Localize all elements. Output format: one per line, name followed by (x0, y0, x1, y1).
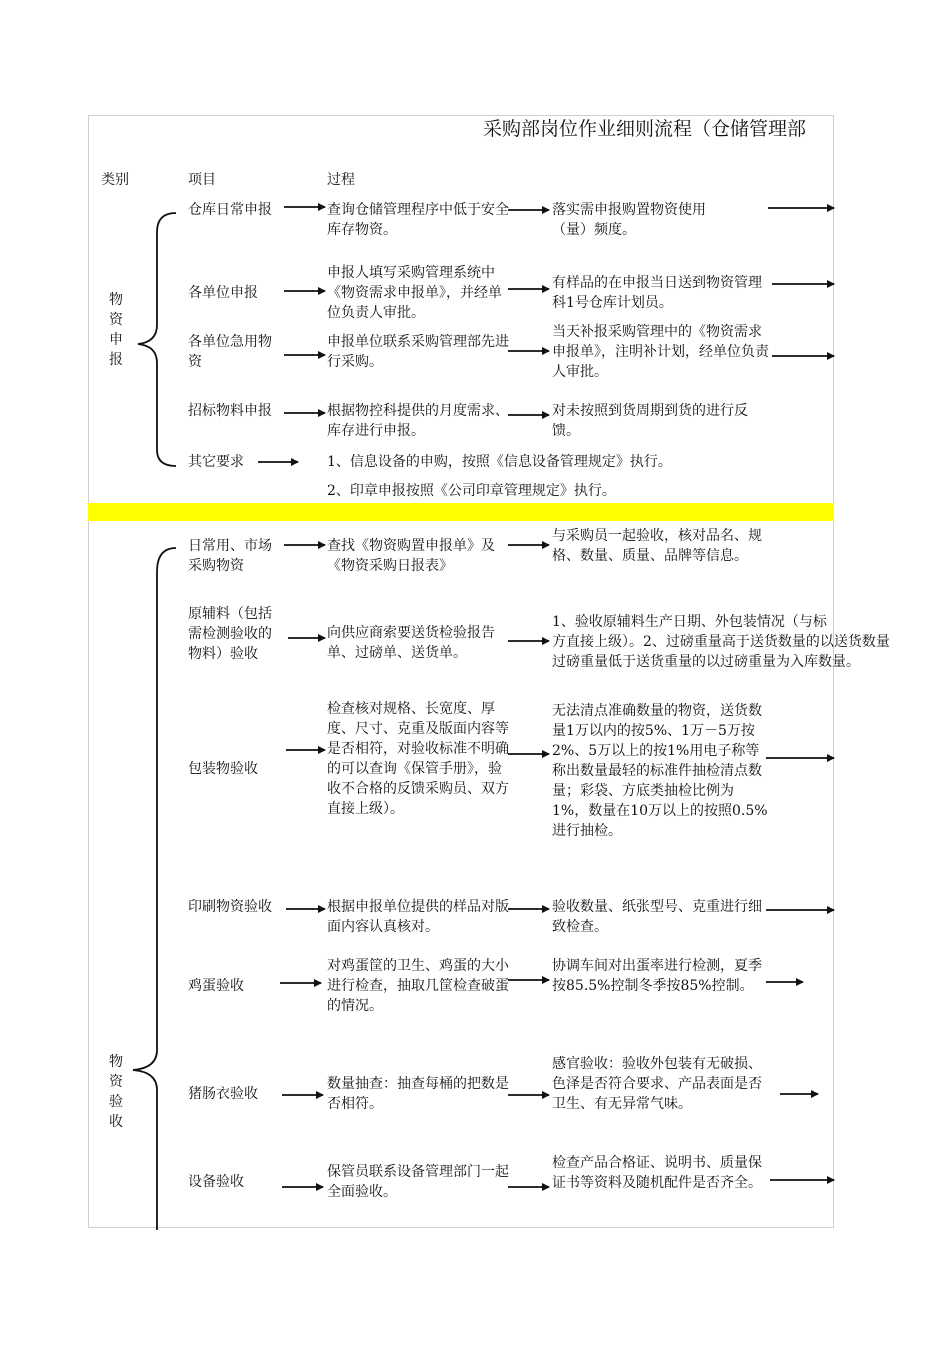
header-category: 类别 (101, 172, 129, 188)
item-printed-materials: 印刷物资验收 (188, 899, 272, 915)
item-daily-market: 日常用、市场采购物资 (188, 538, 272, 574)
step1-urgent-materials: 申报单位联系采购管理部先进行采购。 (327, 334, 509, 370)
note-it-equipment: 1、信息设备的申购，按照《信息设备管理规定》执行。 (327, 454, 672, 470)
item-casings: 猪肠衣验收 (188, 1086, 258, 1102)
step1-raw-materials: 向供应商索要送货检验报告单、过磅单、送货单。 (327, 625, 495, 661)
step2-unit-declaration: 有样品的在申报当日送到物资管理科1号仓库计划员。 (552, 275, 762, 311)
item-tender-materials: 招标物料申报 (188, 403, 272, 419)
item-other-requirements: 其它要求 (188, 454, 244, 470)
category-material-declaration: 物资申报 (109, 292, 123, 368)
step1-warehouse-daily: 查询仓储管理程序中低于安全库存物资。 (327, 202, 509, 238)
page-title: 采购部岗位作业细则流程（仓储管理部 (483, 118, 807, 140)
bracket-section1 (138, 213, 176, 466)
item-unit-declaration: 各单位申报 (188, 285, 258, 301)
header-process: 过程 (327, 172, 355, 188)
step2-urgent-materials: 当天补报采购管理中的《物资需求申报单》，注明补计划，经单位负责人审批。 (552, 324, 769, 380)
category-material-inspection: 物资验收 (109, 1054, 123, 1130)
step2-printed-materials: 验收数量、纸张型号、克重进行细致检查。 (552, 899, 762, 935)
step1-casings: 数量抽查：抽查每桶的把数是否相符。 (327, 1076, 509, 1112)
step1-tender-materials: 根据物控科提供的月度需求、库存进行申报。 (327, 403, 509, 439)
step1-eggs: 对鸡蛋筐的卫生、鸡蛋的大小进行检查，抽取几筐检查破蛋的情况。 (327, 958, 509, 1014)
step2-eggs: 协调车间对出蛋率进行检测，夏季按85.5%控制冬季按85%控制。 (552, 958, 762, 994)
item-packaging: 包装物验收 (188, 761, 258, 777)
step1-printed-materials: 根据申报单位提供的样品对版面内容认真核对。 (327, 899, 509, 935)
item-warehouse-daily: 仓库日常申报 (188, 202, 272, 218)
step2-equipment: 检查产品合格证、说明书、质量保证书等资料及随机配件是否齐全。 (552, 1155, 762, 1191)
step1-equipment: 保管员联系设备管理部门一起全面验收。 (327, 1164, 509, 1200)
step2-warehouse-daily: 落实需申报购置物资使用（量）频度。 (552, 202, 706, 238)
item-raw-materials: 原辅料（包括需检测验收的物料）验收 (188, 606, 272, 662)
step1-packaging: 检查核对规格、长宽度、厚度、尺寸、克重及版面内容等是否相符，对验收标准不明确的可以查询《保管手册》，验收不合格的反馈采购员、双方直接上级）。 (327, 701, 509, 817)
step2-packaging: 无法清点准确数量的物资，送货数量1万以内的按5%、1万－5万按2%、5万以上的按1%用电子称等称出数量最轻的标准件抽检清点数量；彩袋、方底类抽检比例为1%，数量在10万以上的按照0.5%进行抽检。 (552, 703, 768, 839)
header-item: 项目 (188, 172, 216, 188)
item-equipment: 设备验收 (188, 1174, 244, 1190)
step2-raw-materials-line2: 方直接上级）。2、过磅重量高于送货数量的以送货数量 (552, 634, 890, 650)
item-urgent-materials: 各单位急用物资 (188, 334, 272, 370)
step2-daily-market: 与采购员一起验收，核对品名、规格、数量、质量、品牌等信息。 (552, 528, 762, 564)
step2-tender-materials: 对未按照到货周期到货的进行反馈。 (552, 403, 748, 439)
step2-casings: 感官验收：验收外包装有无破损、色泽是否符合要求、产品表面是否卫生、有无异常气味。 (552, 1056, 762, 1112)
step2-raw-materials-line3: 过磅重量低于送货重量的以过磅重量为入库数量。 (552, 654, 860, 670)
note-seal-declaration: 2、印章申报按照《公司印章管理规定》执行。 (327, 483, 616, 499)
step2-raw-materials-line1: 1、验收原辅料生产日期、外包装情况（与标 (552, 614, 827, 630)
step1-unit-declaration: 申报人填写采购管理系统中《物资需求申报单》，并经单位负责人审批。 (327, 265, 502, 321)
bracket-section2 (133, 548, 176, 1230)
step1-daily-market: 查找《物资购置申报单》及《物资采购日报表》 (327, 538, 495, 574)
item-eggs: 鸡蛋验收 (188, 978, 244, 994)
